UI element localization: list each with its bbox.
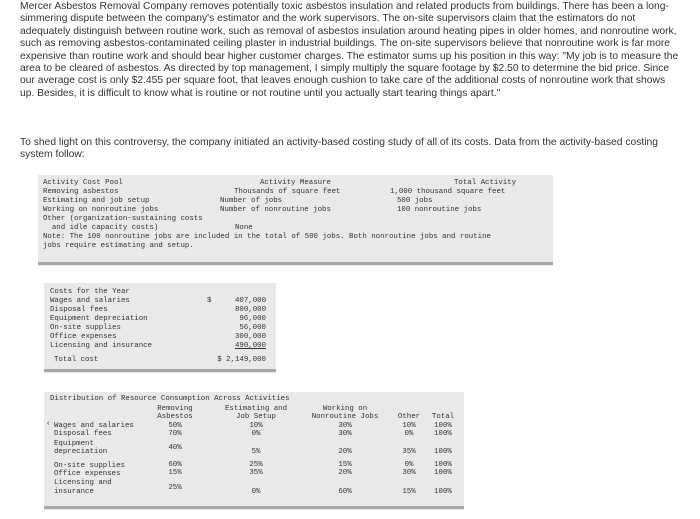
dist-row-label: On-site supplies bbox=[54, 462, 125, 470]
panel-divider bbox=[44, 369, 276, 372]
col-header-working: Nonroutine Jobs bbox=[311, 413, 379, 421]
dist-cell-total: 100% bbox=[434, 422, 452, 430]
activity-row-measure: Thousands of square feet bbox=[234, 188, 341, 196]
activity-row-measure: Number of nonroutine jobs bbox=[220, 206, 331, 214]
row-marker: ‹ bbox=[46, 420, 51, 428]
col-header-other: Other bbox=[397, 413, 421, 421]
distribution-table bbox=[44, 392, 464, 510]
dist-cell-removing: 70% bbox=[168, 430, 182, 438]
dist-cell-total: 100% bbox=[434, 430, 452, 438]
dist-row-label: depreciation bbox=[54, 448, 108, 456]
dist-row-label: Disposal fees bbox=[54, 430, 112, 438]
col-header-removing: Asbestos bbox=[157, 413, 193, 421]
dist-cell-estimating: 10% bbox=[249, 422, 263, 430]
activity-row-pool: and idle capacity costs) bbox=[43, 224, 159, 232]
cost-total-value: $ 2,149,000 bbox=[217, 356, 266, 364]
dist-row-label: insurance bbox=[54, 488, 94, 496]
dist-cell-working: 15% bbox=[338, 461, 352, 469]
dist-cell-removing: 40% bbox=[168, 444, 182, 452]
dist-cell-total: 100% bbox=[434, 448, 452, 456]
activity-row-measure: None bbox=[235, 224, 253, 232]
cost-total-label: Total cost bbox=[54, 356, 99, 364]
dist-cell-removing: 25% bbox=[168, 484, 182, 492]
dist-cell-other: 0% bbox=[404, 430, 414, 438]
dist-row-label: Equipment bbox=[54, 440, 94, 448]
dist-cell-removing: 50% bbox=[168, 422, 182, 430]
cost-row-label: On-site supplies bbox=[50, 324, 121, 332]
dist-cell-total: 100% bbox=[434, 469, 452, 477]
dist-cell-other: 10% bbox=[402, 422, 416, 430]
activity-pool-header: Activity Cost Pool bbox=[43, 179, 123, 187]
dist-cell-working: 60% bbox=[338, 488, 352, 496]
dist-cell-working: 30% bbox=[338, 430, 352, 438]
cost-row-label: Equipment depreciation bbox=[50, 315, 148, 323]
costs-table bbox=[44, 283, 276, 373]
dist-cell-removing: 60% bbox=[168, 461, 182, 469]
col-header-working: Working on bbox=[322, 405, 368, 413]
dist-cell-other: 15% bbox=[402, 488, 416, 496]
col-header-estimating: Estimating and bbox=[224, 405, 288, 413]
activity-note: jobs require estimating and setup. bbox=[43, 242, 194, 250]
activity-row-pool: Working on nonroutine jobs bbox=[43, 206, 159, 214]
cost-row-label: Office expenses bbox=[50, 333, 117, 341]
dist-row-label: Wages and salaries bbox=[54, 422, 134, 430]
cost-row-label: Disposal fees bbox=[50, 306, 108, 314]
dist-cell-working: 30% bbox=[338, 422, 352, 430]
dist-cell-estimating: 35% bbox=[249, 469, 263, 477]
activity-row-total: 500 jobs bbox=[397, 197, 433, 205]
dist-row-label: Licensing and bbox=[54, 479, 112, 487]
distribution-title: Distribution of Resource Consumption Across Activities bbox=[50, 395, 290, 403]
activity-total-header: Total Activity bbox=[454, 179, 517, 187]
col-header-total: Total bbox=[431, 413, 455, 421]
dist-cell-estimating: 25% bbox=[249, 461, 263, 469]
dist-cell-other: 30% bbox=[402, 469, 416, 477]
dist-cell-other: 35% bbox=[402, 448, 416, 456]
activity-row-total: 1,000 thousand square feet bbox=[390, 188, 506, 196]
activity-measure-header: Activity Measure bbox=[260, 179, 331, 187]
activity-row-total: 100 nonroutine jobs bbox=[397, 206, 482, 214]
dist-cell-estimating: 0% bbox=[251, 488, 261, 496]
activity-table bbox=[38, 175, 553, 266]
panel-divider bbox=[38, 262, 553, 265]
cost-row-value: 96,000 bbox=[239, 315, 266, 323]
cost-row-currency: $ bbox=[207, 297, 212, 305]
dist-cell-removing: 15% bbox=[168, 469, 182, 477]
activity-note: Note: The 100 nonroutine jobs are included in the total of 500 jobs. Both nonroutine jobs and routine bbox=[43, 233, 491, 241]
cost-row-value: 800,000 bbox=[234, 306, 266, 314]
intro-paragraph: Mercer Asbestos Removal Company removes potentially toxic asbestos insulation and related products from buildings. There has been a long-simmering dispute between the company's estimator and the work supervisors. The on-site supervisors claim that the estimators do not adequately distinguish between routine work, such as removal of asbestos insulation around heating pipes in older homes, and nonroutine work, such as removing asbestos-contaminated ceiling plaster in industrial buildings. The on-site supervisors believe that nonroutine work is far more expensive than routine work and should bear higher customer charges. The estimator sums up his position in this way: "My job is to measure the area to be cleared of asbestos. As directed by top management, I simply multiply the square footage by $2.50 to determine the bid price. Since our average cost is only $2.455 per square foot, that leaves enough cushion to take care of the additional costs of nonroutine work that shows up. Besides, it is difficult to know what is routine or not routine until you actually start tearing things apart." bbox=[20, 1, 679, 99]
col-header-estimating: Job Setup bbox=[236, 413, 276, 421]
activity-row-measure: Number of jobs bbox=[220, 197, 283, 205]
cost-row-value: 300,000 bbox=[234, 333, 266, 341]
dist-cell-other: 0% bbox=[404, 461, 414, 469]
cost-row-value: 407,000 bbox=[234, 297, 266, 305]
dist-cell-estimating: 5% bbox=[251, 448, 261, 456]
cost-row-value: 56,000 bbox=[239, 324, 266, 332]
dist-cell-total: 100% bbox=[434, 461, 452, 469]
activity-row-pool: Removing asbestos bbox=[43, 188, 119, 196]
col-header-removing: Removing bbox=[157, 405, 193, 413]
cost-row-label: Wages and salaries bbox=[50, 297, 130, 305]
activity-row-pool: Other (organization-sustaining costs bbox=[43, 215, 203, 223]
dist-cell-total: 100% bbox=[434, 488, 452, 496]
cost-row-label: Licensing and insurance bbox=[50, 342, 153, 350]
panel-divider bbox=[44, 506, 464, 509]
dist-cell-working: 20% bbox=[338, 448, 352, 456]
cost-row-value: 490,000 bbox=[234, 342, 266, 350]
dist-row-label: Office expenses bbox=[54, 470, 121, 478]
lead-paragraph: To shed light on this controversy, the company initiated an activity-based costing study of all of its costs. Data from the activity-based costing system follow: bbox=[20, 137, 658, 161]
costs-header: Costs for the Year bbox=[50, 288, 130, 296]
dist-cell-working: 20% bbox=[338, 469, 352, 477]
dist-cell-estimating: 0% bbox=[251, 430, 261, 438]
activity-row-pool: Estimating and job setup bbox=[43, 197, 150, 205]
